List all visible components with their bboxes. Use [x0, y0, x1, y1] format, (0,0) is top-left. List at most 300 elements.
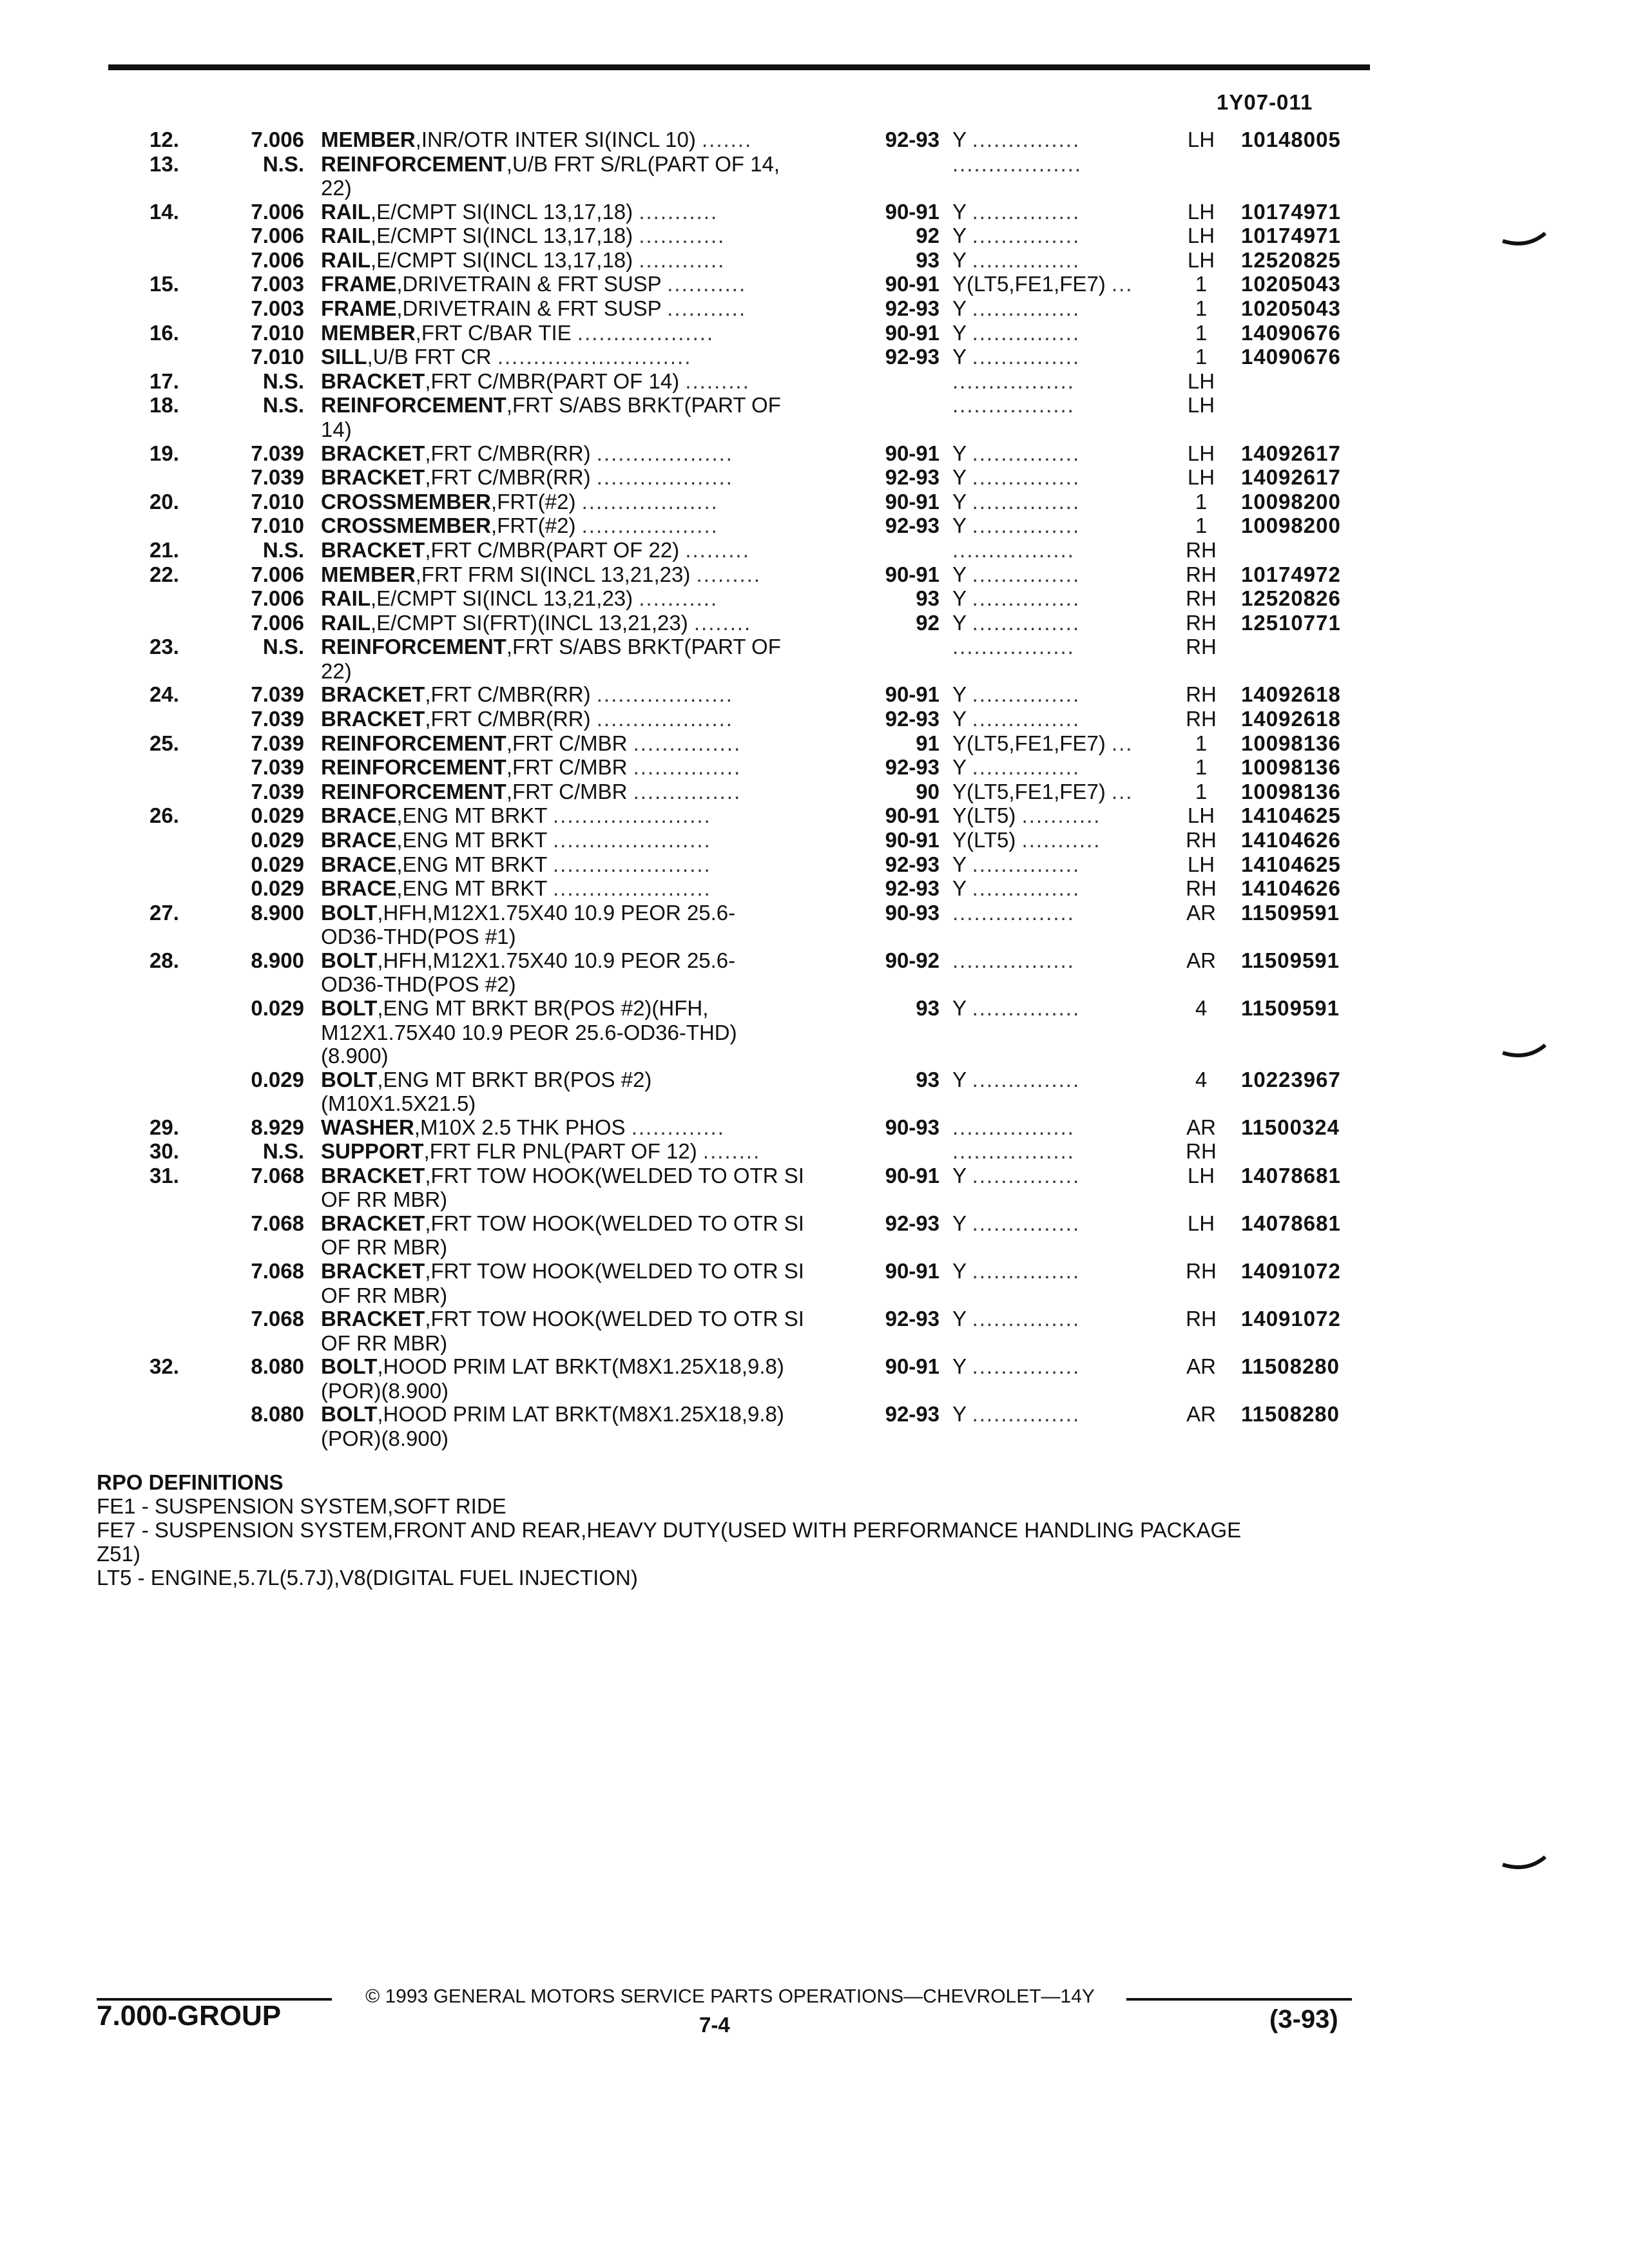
part-description-continuation: (POR)(8.900) [321, 1426, 449, 1450]
part-group-number: 7.039 [251, 779, 304, 803]
option-code: Y(LT5,FE1,FE7) [952, 272, 1106, 296]
part-group-number: 7.010 [251, 514, 304, 538]
part-name: RAIL [321, 199, 371, 224]
part-detail: ,HFH,M12X1.75X40 10.9 PEOR 25.6- [377, 948, 736, 972]
part-detail: ,FRT TOW HOOK(WELDED TO OTR SI [425, 1258, 804, 1283]
part-name: REINFORCEMENT [321, 151, 506, 176]
part-row [0, 996, 1629, 1021]
part-group-number: 0.029 [251, 995, 304, 1020]
part-option [952, 272, 1175, 296]
part-row-continuation [0, 1283, 1629, 1307]
part-years: 90-93 [885, 1115, 940, 1139]
part-row-continuation [0, 1379, 1629, 1403]
part-description-continuation: OF RR MBR) [321, 1187, 448, 1212]
option-code: Y [952, 489, 967, 514]
part-number: 10223967 [1241, 1067, 1341, 1091]
leader-dots: ........... [639, 199, 718, 224]
option-code: Y [952, 682, 967, 707]
part-years: 92-93 [885, 706, 940, 731]
leader-dots: ........... [1021, 827, 1101, 852]
leader-dots: ....... [702, 128, 753, 151]
part-ref-number: 19. [149, 441, 179, 465]
part-row [0, 393, 1629, 418]
part-row-continuation [0, 1331, 1629, 1355]
leader-dots: ................. [952, 1115, 1075, 1139]
part-option [952, 876, 1175, 901]
part-row [0, 901, 1629, 925]
part-row [0, 611, 1629, 635]
part-row [0, 152, 1629, 177]
option-code: Y [952, 706, 967, 731]
part-quantity: RH [1186, 706, 1217, 731]
part-quantity: 1 [1195, 755, 1208, 780]
part-detail: ,E/CMPT SI(INCL 13,21,23) [371, 586, 633, 611]
part-quantity: 4 [1195, 1067, 1208, 1091]
part-group-number: 7.006 [251, 586, 304, 611]
part-description [321, 876, 846, 901]
option-code: Y [952, 441, 967, 465]
leader-dots: ......... [685, 537, 750, 562]
rpo-definitions [97, 1470, 1385, 1590]
part-option [952, 803, 1175, 828]
part-quantity: 1 [1195, 514, 1208, 538]
part-years: 92-93 [885, 128, 940, 151]
part-years: 92-93 [885, 296, 940, 321]
part-row [0, 586, 1629, 611]
part-ref-number: 17. [149, 369, 179, 393]
part-number: 14078681 [1241, 1211, 1341, 1235]
part-group-number: 7.039 [251, 441, 304, 465]
part-row [0, 1068, 1629, 1092]
part-row [0, 562, 1629, 587]
part-description [321, 321, 846, 345]
part-row [0, 876, 1629, 901]
part-row-continuation [0, 972, 1629, 996]
leader-dots: ...................... [553, 827, 711, 852]
part-row-continuation [0, 1021, 1629, 1044]
part-description-continuation: 14) [321, 418, 352, 442]
part-group-number: 7.068 [251, 1163, 304, 1187]
part-name: BOLT [321, 1067, 378, 1091]
part-row [0, 345, 1629, 369]
leader-dots: ................. [952, 393, 1075, 418]
part-row [0, 1164, 1629, 1188]
part-group-number: N.S. [262, 369, 304, 393]
part-years: 90-91 [885, 1163, 940, 1187]
part-row [0, 248, 1629, 273]
part-number: 14104626 [1241, 876, 1341, 901]
part-number: 11509591 [1241, 900, 1340, 925]
part-detail: ,E/CMPT SI(FRT)(INCL 13,21,23) [371, 610, 688, 635]
part-detail: ,FRT TOW HOOK(WELDED TO OTR SI [425, 1163, 804, 1187]
part-quantity: RH [1186, 1139, 1217, 1164]
part-description [321, 562, 846, 587]
part-group-number: 8.080 [251, 1402, 304, 1427]
part-name: BRACE [321, 876, 397, 901]
part-option [952, 1139, 1175, 1164]
part-detail: ,ENG MT BRKT BR(POS #2) [377, 1067, 652, 1091]
part-row [0, 1139, 1629, 1164]
part-quantity: LH [1187, 803, 1215, 828]
part-quantity: LH [1187, 1211, 1215, 1235]
part-row [0, 828, 1629, 852]
part-name: BRACKET [321, 1163, 425, 1187]
part-name: BRACKET [321, 465, 425, 490]
part-option [952, 345, 1175, 369]
part-group-number: 8.900 [251, 900, 304, 925]
part-years: 90-91 [885, 827, 940, 852]
part-option [952, 490, 1175, 514]
part-quantity: LH [1187, 224, 1215, 248]
part-name: RAIL [321, 586, 371, 611]
part-description-continuation: 22) [321, 658, 352, 683]
leader-dots: ............... [972, 562, 1081, 586]
part-ref-number: 28. [149, 948, 179, 972]
leader-dots: ............... [972, 706, 1081, 731]
part-detail: ,E/CMPT SI(INCL 13,17,18) [371, 247, 633, 272]
part-description [321, 200, 846, 224]
part-option [952, 1211, 1175, 1236]
leader-dots: ......... [696, 562, 762, 586]
top-rule [108, 64, 1370, 70]
part-number: 14092618 [1241, 706, 1341, 731]
part-detail: ,FRT C/MBR [506, 779, 628, 803]
part-ref-number: 31. [149, 1163, 179, 1187]
part-option [952, 200, 1175, 224]
part-description [321, 852, 846, 877]
part-number: 11500324 [1241, 1115, 1340, 1139]
part-description [321, 780, 846, 804]
part-ref-number: 30. [149, 1139, 179, 1164]
part-ref-number: 21. [149, 537, 179, 562]
leader-dots: ............... [972, 465, 1081, 490]
part-years: 92-93 [885, 755, 940, 780]
part-option [952, 1068, 1175, 1092]
part-years: 93 [916, 247, 940, 272]
part-name: CROSSMEMBER [321, 489, 492, 514]
part-option [952, 828, 1175, 852]
part-quantity: 1 [1195, 731, 1208, 755]
leader-dots: ............ [639, 247, 726, 272]
part-name: BRACE [321, 852, 397, 876]
part-group-number: 7.068 [251, 1211, 304, 1235]
part-option [952, 682, 1175, 707]
part-option [952, 128, 1175, 152]
part-row-continuation [0, 1427, 1629, 1450]
part-detail: ,FRT C/MBR(RR) [425, 682, 591, 707]
part-years: 90-91 [885, 320, 940, 345]
part-group-number: 7.010 [251, 489, 304, 514]
rpo-line: FE1 - SUSPENSION SYSTEM,SOFT RIDE [97, 1494, 506, 1518]
part-row-continuation [0, 659, 1629, 683]
leader-dots: ............... [972, 755, 1081, 780]
part-quantity: 1 [1195, 489, 1208, 514]
leader-dots: .................. [952, 151, 1083, 176]
part-name: REINFORCEMENT [321, 393, 506, 418]
part-detail: ,U/B FRT CR [367, 345, 492, 369]
part-row [0, 852, 1629, 877]
part-row [0, 1259, 1629, 1283]
leader-dots: ...................... [553, 852, 711, 876]
leader-dots: ... [1111, 779, 1133, 803]
part-quantity: LH [1187, 441, 1215, 465]
part-description-continuation: OD36-THD(POS #1) [321, 925, 516, 949]
part-description [321, 828, 846, 852]
leader-dots: ................... [596, 441, 733, 465]
part-option [952, 538, 1175, 562]
part-name: BRACKET [321, 682, 425, 707]
part-row [0, 635, 1629, 659]
part-row [0, 369, 1629, 394]
part-group-number: 7.010 [251, 320, 304, 345]
leader-dots: ........... [1021, 803, 1101, 828]
parts-list [0, 128, 1629, 1450]
part-row-continuation [0, 1091, 1629, 1115]
leader-dots: ............... [972, 1307, 1081, 1331]
part-number: 14091072 [1241, 1307, 1341, 1331]
part-option [952, 224, 1175, 248]
part-detail: ,ENG MT BRKT [396, 852, 547, 876]
part-number: 10174971 [1241, 224, 1341, 248]
leader-dots: ............... [633, 731, 742, 755]
document-code: 1Y07-011 [1217, 90, 1313, 114]
part-ref-number: 12. [149, 128, 179, 151]
leader-dots: ............... [972, 128, 1081, 151]
part-quantity: LH [1187, 369, 1215, 393]
part-row [0, 128, 1629, 152]
part-detail: ,ENG MT BRKT BR(POS #2)(HFH, [377, 995, 709, 1020]
part-detail: ,E/CMPT SI(INCL 13,17,18) [371, 224, 633, 248]
part-description [321, 635, 846, 659]
part-row-continuation [0, 1044, 1629, 1068]
part-row [0, 514, 1629, 538]
leader-dots: ................. [952, 369, 1075, 393]
part-option [952, 996, 1175, 1021]
part-name: REINFORCEMENT [321, 755, 506, 780]
leader-dots: ... [1111, 731, 1133, 755]
part-option [952, 441, 1175, 466]
part-detail: ,ENG MT BRKT [396, 876, 547, 901]
part-ref-number: 29. [149, 1115, 179, 1139]
part-detail: ,FRT C/MBR [506, 755, 628, 780]
leader-dots: ... [1111, 272, 1133, 296]
part-number: 10174972 [1241, 562, 1341, 586]
part-detail: ,U/B FRT S/RL(PART OF 14, [506, 151, 780, 176]
part-number: 10098136 [1241, 731, 1341, 755]
part-detail: ,FRT C/MBR(PART OF 22) [425, 537, 680, 562]
part-option [952, 296, 1175, 321]
part-detail: ,HOOD PRIM LAT BRKT(M8X1.25X18,9.8) [377, 1354, 784, 1379]
part-row [0, 731, 1629, 756]
leader-dots: ............. [631, 1115, 725, 1139]
part-quantity: RH [1186, 1258, 1217, 1283]
part-description [321, 248, 846, 273]
part-group-number: 8.929 [251, 1115, 304, 1139]
part-option [952, 1354, 1175, 1379]
part-number: 11509591 [1241, 948, 1340, 972]
part-group-number: 7.006 [251, 247, 304, 272]
option-code: Y [952, 1211, 967, 1235]
leader-dots: ................... [596, 706, 733, 731]
part-number: 14104625 [1241, 803, 1341, 828]
leader-dots: ................... [596, 682, 733, 707]
option-code: Y [952, 610, 967, 635]
part-name: BOLT [321, 1354, 378, 1379]
part-name: BRACKET [321, 706, 425, 731]
part-number: 10174971 [1241, 199, 1341, 224]
part-detail: ,DRIVETRAIN & FRT SUSP [396, 296, 662, 321]
leader-dots: ...................... [553, 876, 711, 901]
part-row [0, 321, 1629, 345]
part-group-number: 7.039 [251, 755, 304, 780]
option-code: Y [952, 128, 967, 151]
part-years: 92-93 [885, 852, 940, 876]
part-row [0, 948, 1629, 973]
part-description-continuation: (M10X1.5X21.5) [321, 1091, 476, 1116]
part-years: 90-91 [885, 199, 940, 224]
part-name: BRACKET [321, 537, 425, 562]
part-detail: ,FRT C/MBR(RR) [425, 465, 591, 490]
part-name: BRACKET [321, 1211, 425, 1235]
part-description [321, 948, 846, 973]
part-years: 92-93 [885, 1402, 940, 1427]
part-group-number: 0.029 [251, 1067, 304, 1091]
leader-dots: ............... [972, 224, 1081, 248]
part-option [952, 948, 1175, 973]
part-name: WASHER [321, 1115, 414, 1139]
part-number: 12520825 [1241, 247, 1341, 272]
option-code: Y [952, 465, 967, 490]
part-name: RAIL [321, 610, 371, 635]
leader-dots: ................... [581, 489, 718, 514]
leader-dots: ........ [693, 610, 752, 635]
leader-dots: ............... [972, 1163, 1081, 1187]
part-row [0, 1402, 1629, 1427]
leader-dots: ............... [972, 876, 1081, 901]
part-description-continuation: OF RR MBR) [321, 1235, 448, 1260]
part-option [952, 707, 1175, 731]
binder-hole-mark [1501, 1044, 1547, 1062]
part-group-number: N.S. [262, 151, 304, 176]
part-group-number: 0.029 [251, 852, 304, 876]
part-option [952, 465, 1175, 490]
option-code: Y [952, 247, 967, 272]
part-years: 93 [916, 586, 940, 611]
part-row [0, 1115, 1629, 1140]
part-group-number: 7.068 [251, 1258, 304, 1283]
option-code: Y [952, 224, 967, 248]
part-group-number: 8.080 [251, 1354, 304, 1379]
option-code: Y [952, 755, 967, 780]
part-option [952, 562, 1175, 587]
part-row [0, 1307, 1629, 1331]
part-number: 10098136 [1241, 755, 1341, 780]
leader-dots: ............... [972, 610, 1081, 635]
part-row [0, 780, 1629, 804]
part-name: RAIL [321, 247, 371, 272]
part-row [0, 490, 1629, 514]
part-name: CROSSMEMBER [321, 514, 492, 538]
part-description-continuation: M12X1.75X40 10.9 PEOR 25.6-OD36-THD) [321, 1020, 737, 1044]
leader-dots: ........................... [497, 345, 692, 369]
part-group-number: 7.039 [251, 682, 304, 707]
leader-dots: ................. [952, 635, 1075, 659]
part-quantity: 1 [1195, 272, 1208, 296]
part-years: 90-91 [885, 1258, 940, 1283]
part-detail: ,HFH,M12X1.75X40 10.9 PEOR 25.6- [377, 900, 736, 925]
part-detail: ,DRIVETRAIN & FRT SUSP [396, 272, 662, 296]
part-detail: ,FRT C/MBR [506, 731, 628, 755]
part-description [321, 393, 846, 418]
option-code: Y [952, 320, 967, 345]
leader-dots: ................... [581, 514, 718, 538]
part-quantity: 4 [1195, 995, 1208, 1020]
part-row [0, 296, 1629, 321]
part-description [321, 1354, 846, 1379]
part-description [321, 1115, 846, 1140]
part-row [0, 465, 1629, 490]
part-option [952, 901, 1175, 925]
leader-dots: ............... [633, 779, 742, 803]
part-description [321, 514, 846, 538]
part-quantity: LH [1187, 465, 1215, 490]
part-description [321, 901, 846, 925]
part-description [321, 465, 846, 490]
rpo-heading: RPO DEFINITIONS [97, 1470, 284, 1494]
part-years: 91 [916, 731, 940, 755]
part-ref-number: 13. [149, 151, 179, 176]
part-name: FRAME [321, 272, 397, 296]
part-group-number: 7.039 [251, 731, 304, 755]
part-name: BOLT [321, 948, 378, 972]
part-number: 14090676 [1241, 320, 1341, 345]
part-years: 90-91 [885, 803, 940, 828]
part-number: 14092618 [1241, 682, 1341, 707]
part-quantity: 1 [1195, 345, 1208, 369]
part-number: 10205043 [1241, 272, 1341, 296]
part-group-number: 7.039 [251, 706, 304, 731]
part-row [0, 272, 1629, 296]
part-row [0, 538, 1629, 562]
part-name: MEMBER [321, 562, 416, 586]
part-number: 10205043 [1241, 296, 1341, 321]
part-detail: ,FRT(#2) [491, 489, 576, 514]
part-number: 11509591 [1241, 995, 1340, 1020]
part-description [321, 586, 846, 611]
part-number: 14092617 [1241, 441, 1341, 465]
leader-dots: ............... [972, 514, 1081, 538]
part-number: 12510771 [1241, 610, 1341, 635]
part-name: BRACKET [321, 1307, 425, 1331]
part-ref-number: 18. [149, 393, 179, 418]
part-description [321, 1402, 846, 1427]
leader-dots: ............... [972, 345, 1081, 369]
part-group-number: N.S. [262, 635, 304, 659]
part-option [952, 248, 1175, 273]
part-years: 93 [916, 1067, 940, 1091]
part-quantity: LH [1187, 1163, 1215, 1187]
part-option [952, 586, 1175, 611]
part-quantity: AR [1186, 948, 1216, 972]
leader-dots: ........... [667, 296, 747, 321]
leader-dots: ............... [972, 441, 1081, 465]
part-option [952, 514, 1175, 538]
part-option [952, 852, 1175, 877]
part-description [321, 1164, 846, 1188]
part-years: 90-93 [885, 900, 940, 925]
part-detail: ,FRT FLR PNL(PART OF 12) [423, 1139, 697, 1164]
option-code: Y [952, 852, 967, 876]
